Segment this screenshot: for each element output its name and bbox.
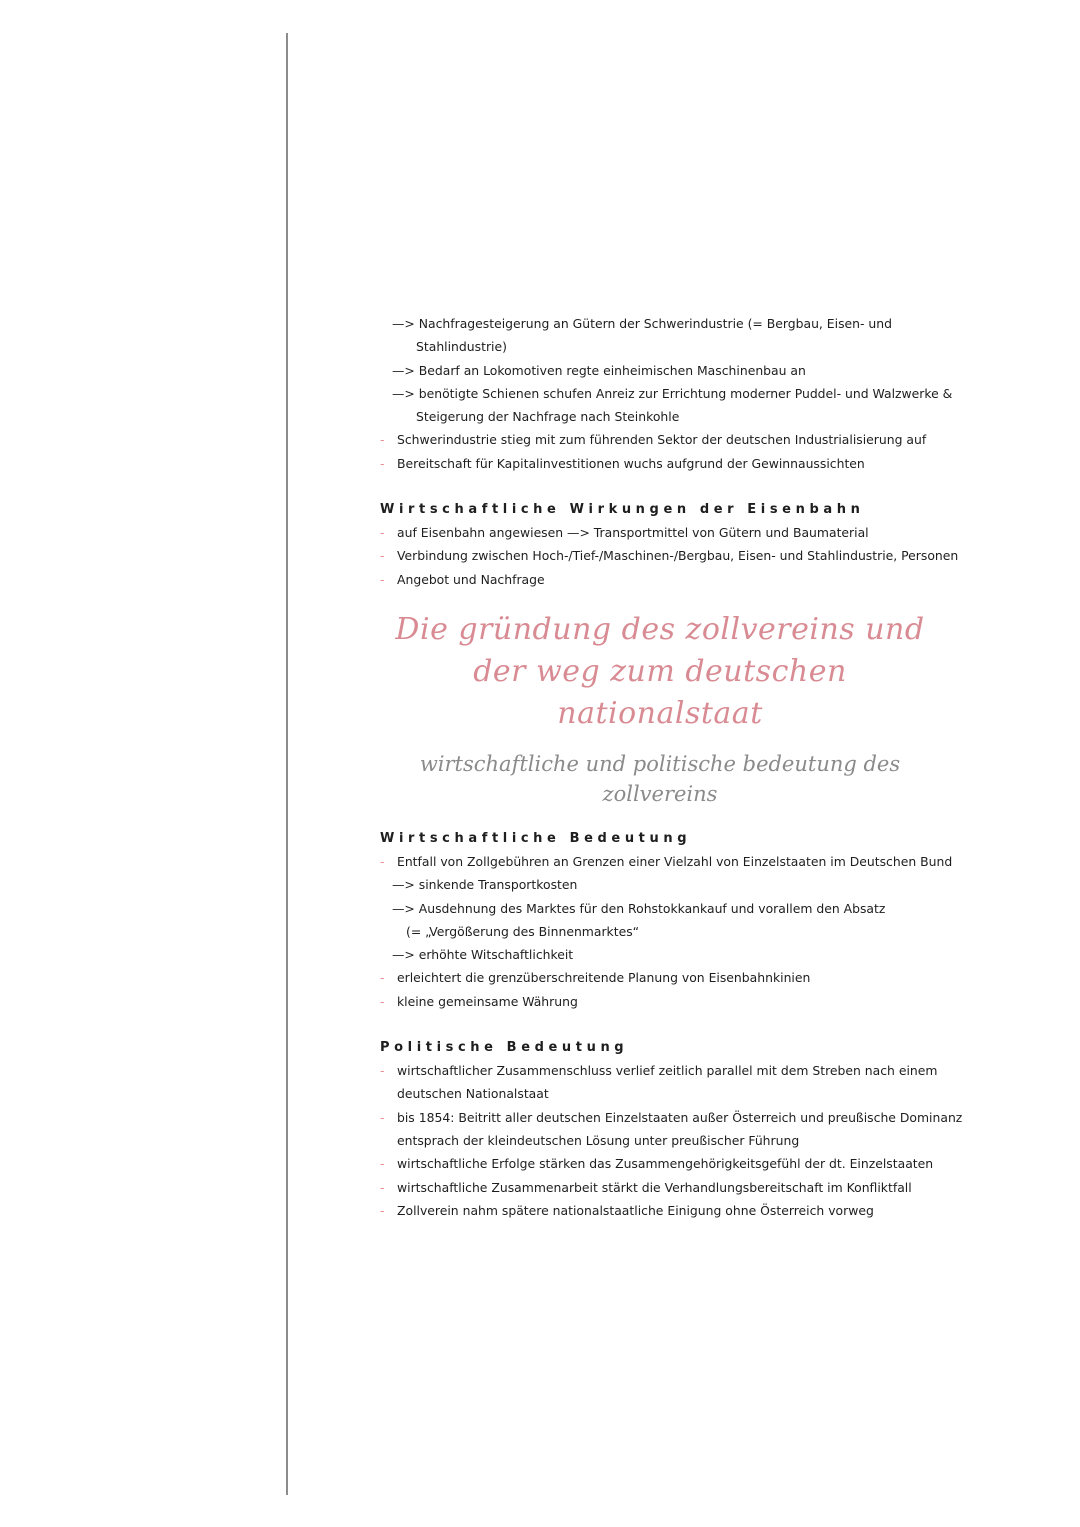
arrow-item-continuation: Stahlindustrie) — [416, 339, 507, 355]
bullet-item: - wirtschaftliche Zusammenarbeit stärkt die Verhandlungsbereitschaft im Konfliktfall — [380, 1176, 980, 1199]
bullet-item: - Entfall von Zollgebühren an Grenzen einer Vielzahl von Einzelstaaten im Deutschen Bund — [380, 850, 980, 873]
arrow-item: —> benötigte Schienen schufen Anreiz zur Errichtung moderner Puddel- und Walzwerke & — [392, 385, 953, 401]
section-heading-politisch: Politische Bedeutung — [380, 1040, 629, 1056]
dash-bullet-icon: - — [380, 1202, 385, 1218]
arrow-item: —> Nachfragesteigerung an Gütern der Schwerindustrie (= Bergbau, Eisen- und — [392, 316, 892, 331]
arrow-item: —> erhöhte Witschaftlichkeit — [392, 947, 574, 963]
arrow-item: —> Bedarf an Lokomotiven regte einheimischen Maschinenbau an — [392, 362, 806, 378]
bullet-item: - Schwerindustrie stieg mit zum führenden Sektor der deutschen Industrialisierung auf — [380, 428, 980, 451]
margin-line — [286, 33, 288, 1495]
title-line-1: Die gründung des zollvereins und — [395, 611, 925, 647]
dash-bullet-icon: - — [380, 993, 385, 1009]
dash-bullet-icon: - — [380, 1063, 385, 1079]
arrow-item: —> Ausdehnung des Marktes für den Rohstokkankauf und vorallem den Absatz — [392, 900, 886, 916]
bullet-item: - wirtschaftliche Erfolge stärken das Zusammengehörigkeitsgefühl der dt. Einzelstaaten — [380, 1152, 980, 1175]
bullet-item: - auf Eisenbahn angewiesen —> Transportmittel von Gütern und Baumaterial — [380, 521, 980, 544]
bullet-item: - Angebot und Nachfrage — [380, 568, 980, 591]
arrow-icon: —> — [392, 362, 415, 378]
page-title — [380, 609, 940, 735]
bullet-item: - erleichtert die grenzüberschreitende Planung von Eisenbahnkinien — [380, 966, 980, 989]
section-heading-wirtschaftlich: Wirtschaftliche Bedeutung — [380, 830, 692, 846]
dash-bullet-icon: - — [380, 548, 385, 564]
notes-content — [380, 312, 980, 1222]
arrow-item-continuation: Steigerung der Nachfrage nach Steinkohle — [416, 409, 680, 425]
dash-bullet-icon: - — [380, 432, 385, 448]
dash-bullet-icon: - — [380, 970, 385, 986]
dash-bullet-icon: - — [380, 1156, 385, 1172]
bullet-item: - Verbindung zwischen Hoch-/Tief-/Maschinen-/Bergbau, Eisen- und Stahlindustrie, Personen — [380, 544, 980, 567]
bullet-item: - Zollverein nahm spätere nationalstaatliche Einigung ohne Österreich vorweg — [380, 1199, 980, 1222]
arrow-item: —> sinkende Transportkosten — [392, 877, 578, 893]
bullet-item: - kleine gemeinsame Währung — [380, 990, 980, 1013]
arrow-item-continuation: (= „Vergößerung des Binnenmarktes“ — [406, 923, 640, 939]
section-heading-eisenbahn: Wirtschaftliche Wirkungen der Eisenbahn — [380, 502, 865, 518]
bullet-item: - bis 1854: Beitritt aller deutschen Einzelstaaten außer Österreich und preußische Dominanz — [380, 1106, 980, 1129]
arrow-icon: —> — [392, 385, 415, 401]
page-subtitle: wirtschaftliche und politische bedeutung des zollvereins — [419, 751, 901, 806]
arrow-icon: —> — [392, 316, 415, 331]
dash-bullet-icon: - — [380, 1109, 385, 1125]
bullet-item: - wirtschaftlicher Zusammenschluss verlief zeitlich parallel mit dem Streben nach einem — [380, 1059, 980, 1082]
arrow-icon: —> — [392, 877, 415, 893]
bullet-item-continuation: deutschen Nationalstaat — [397, 1086, 549, 1102]
dash-bullet-icon: - — [380, 525, 385, 541]
title-line-2: der weg zum deutschen nationalstaat — [473, 653, 847, 731]
dash-bullet-icon: - — [380, 853, 385, 869]
arrow-icon: —> — [392, 900, 415, 916]
dash-bullet-icon: - — [380, 571, 385, 587]
bullet-item: - Bereitschaft für Kapitalinvestitionen wuchs aufgrund der Gewinnaussichten — [380, 452, 980, 475]
bullet-item-continuation: entsprach der kleindeutschen Lösung unter preußischer Führung — [397, 1132, 800, 1148]
dash-bullet-icon: - — [380, 455, 385, 471]
dash-bullet-icon: - — [380, 1179, 385, 1195]
arrow-icon: —> — [392, 947, 415, 963]
